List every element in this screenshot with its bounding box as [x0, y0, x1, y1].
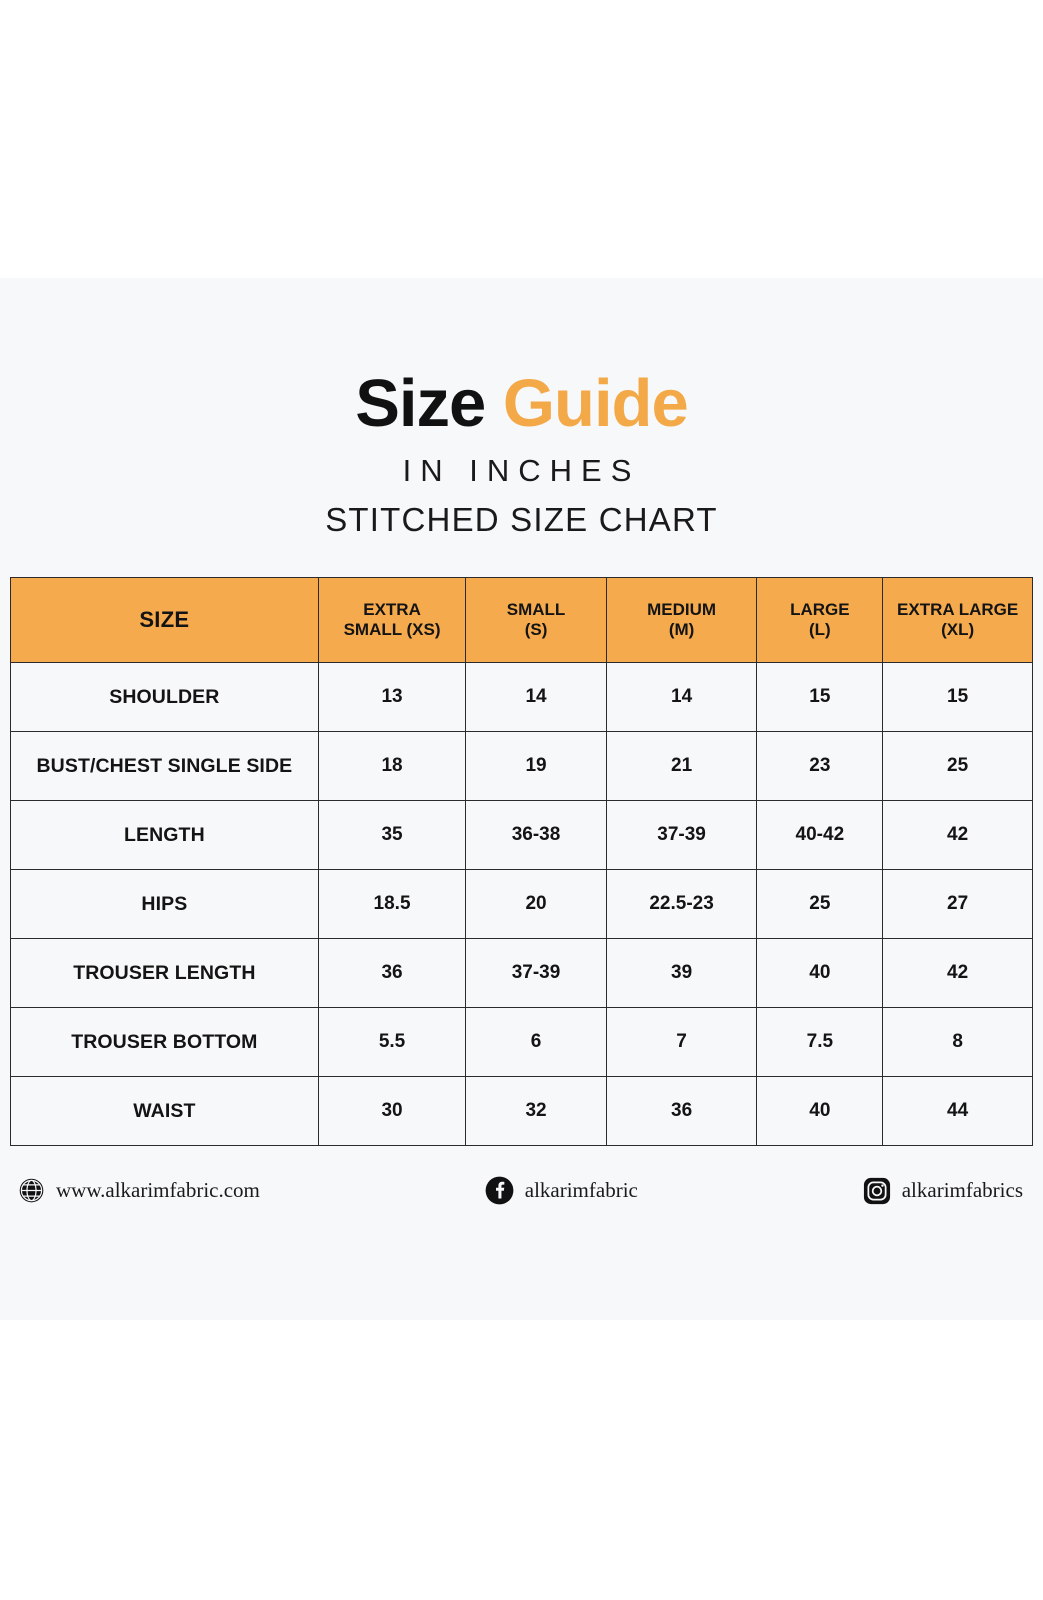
page-title-part2: Guide	[502, 366, 688, 441]
cell-shoulder-s: 14	[466, 663, 606, 732]
cell-length-s: 36-38	[466, 801, 606, 870]
cell-bust-m: 21	[606, 732, 757, 801]
column-header-xs-line2: SMALL (XS)	[343, 620, 441, 639]
column-header-xl-line2: (XL)	[941, 620, 975, 639]
globe-icon	[18, 1177, 45, 1204]
column-header-xl-line1: EXTRA LARGE	[897, 600, 1019, 620]
cell-waist-xl: 44	[883, 1077, 1033, 1146]
footer	[18, 1176, 1023, 1205]
column-header-l	[757, 578, 883, 663]
cell-shoulder-xs: 13	[318, 663, 466, 732]
footer-website-label: www.alkarimfabric.com	[56, 1178, 260, 1202]
row-label-waist: WAIST	[11, 1077, 319, 1146]
footer-website[interactable]	[18, 1177, 260, 1204]
table-row	[11, 939, 1033, 1008]
cell-trouser-length-l: 40	[757, 939, 883, 1008]
cell-trouser-length-m: 39	[606, 939, 757, 1008]
cell-trouser-bottom-xl: 8	[883, 1008, 1033, 1077]
cell-length-l: 40-42	[757, 801, 883, 870]
table-row	[11, 1077, 1033, 1146]
cell-bust-l: 23	[757, 732, 883, 801]
cell-length-xl: 42	[883, 801, 1033, 870]
size-guide-page	[0, 278, 1043, 1320]
table-row	[11, 1008, 1033, 1077]
row-label-trouser-bottom: TROUSER BOTTOM	[11, 1008, 319, 1077]
table-row	[11, 870, 1033, 939]
cell-trouser-length-s: 37-39	[466, 939, 606, 1008]
row-label-trouser-length: TROUSER LENGTH	[11, 939, 319, 1008]
row-label-length: LENGTH	[11, 801, 319, 870]
row-label-shoulder: SHOULDER	[11, 663, 319, 732]
cell-length-xs: 35	[318, 801, 466, 870]
cell-bust-xl: 25	[883, 732, 1033, 801]
cell-hips-xl: 27	[883, 870, 1033, 939]
cell-length-m: 37-39	[606, 801, 757, 870]
column-header-m-line1: MEDIUM	[647, 600, 717, 620]
page-title-part1: Size	[355, 366, 503, 441]
cell-hips-m: 22.5-23	[606, 870, 757, 939]
column-header-xs	[318, 578, 466, 663]
cell-waist-m: 36	[606, 1077, 757, 1146]
row-label-hips: HIPS	[11, 870, 319, 939]
table-row	[11, 732, 1033, 801]
column-header-l-line2: (L)	[808, 620, 831, 639]
column-header-xl	[883, 578, 1033, 663]
page-title	[0, 366, 1043, 441]
cell-bust-s: 19	[466, 732, 606, 801]
column-header-m-line2: (M)	[668, 620, 695, 639]
table-header	[11, 578, 1033, 663]
table-body	[11, 663, 1033, 1146]
page-subtitle-secondary: STITCHED SIZE CHART	[325, 501, 718, 538]
cell-hips-s: 20	[466, 870, 606, 939]
cell-waist-xs: 30	[318, 1077, 466, 1146]
footer-facebook-label: alkarimfabric	[524, 1178, 638, 1202]
table-header-row	[11, 578, 1033, 663]
column-header-s	[466, 578, 606, 663]
column-header-s-line1: SMALL	[506, 600, 566, 620]
cell-trouser-bottom-m: 7	[606, 1008, 757, 1077]
cell-trouser-bottom-s: 6	[466, 1008, 606, 1077]
cell-trouser-length-xl: 42	[883, 939, 1033, 1008]
column-header-size: SIZE	[11, 578, 319, 663]
column-header-m	[606, 578, 757, 663]
footer-instagram-label: alkarimfabrics	[901, 1178, 1023, 1202]
column-header-xs-line1: EXTRA	[363, 600, 421, 620]
facebook-icon	[485, 1176, 514, 1205]
cell-trouser-bottom-xs: 5.5	[318, 1008, 466, 1077]
column-header-s-line2: (S)	[524, 620, 548, 639]
cell-trouser-length-xs: 36	[318, 939, 466, 1008]
cell-shoulder-m: 14	[606, 663, 757, 732]
cell-waist-s: 32	[466, 1077, 606, 1146]
cell-trouser-bottom-l: 7.5	[757, 1008, 883, 1077]
row-label-bust-chest: BUST/CHEST SINGLE SIDE	[11, 732, 319, 801]
footer-facebook[interactable]	[485, 1176, 638, 1205]
size-table-container	[10, 577, 1033, 1146]
table-row	[11, 663, 1033, 732]
cell-shoulder-l: 15	[757, 663, 883, 732]
title-block	[0, 278, 1043, 539]
cell-bust-xs: 18	[318, 732, 466, 801]
cell-waist-l: 40	[757, 1077, 883, 1146]
size-table	[10, 577, 1033, 1146]
footer-instagram[interactable]	[863, 1177, 1023, 1205]
column-header-l-line1: LARGE	[790, 600, 850, 620]
cell-hips-xs: 18.5	[318, 870, 466, 939]
cell-hips-l: 25	[757, 870, 883, 939]
table-row	[11, 801, 1033, 870]
instagram-icon	[863, 1177, 891, 1205]
page-subtitle: IN INCHES	[402, 453, 641, 488]
cell-shoulder-xl: 15	[883, 663, 1033, 732]
